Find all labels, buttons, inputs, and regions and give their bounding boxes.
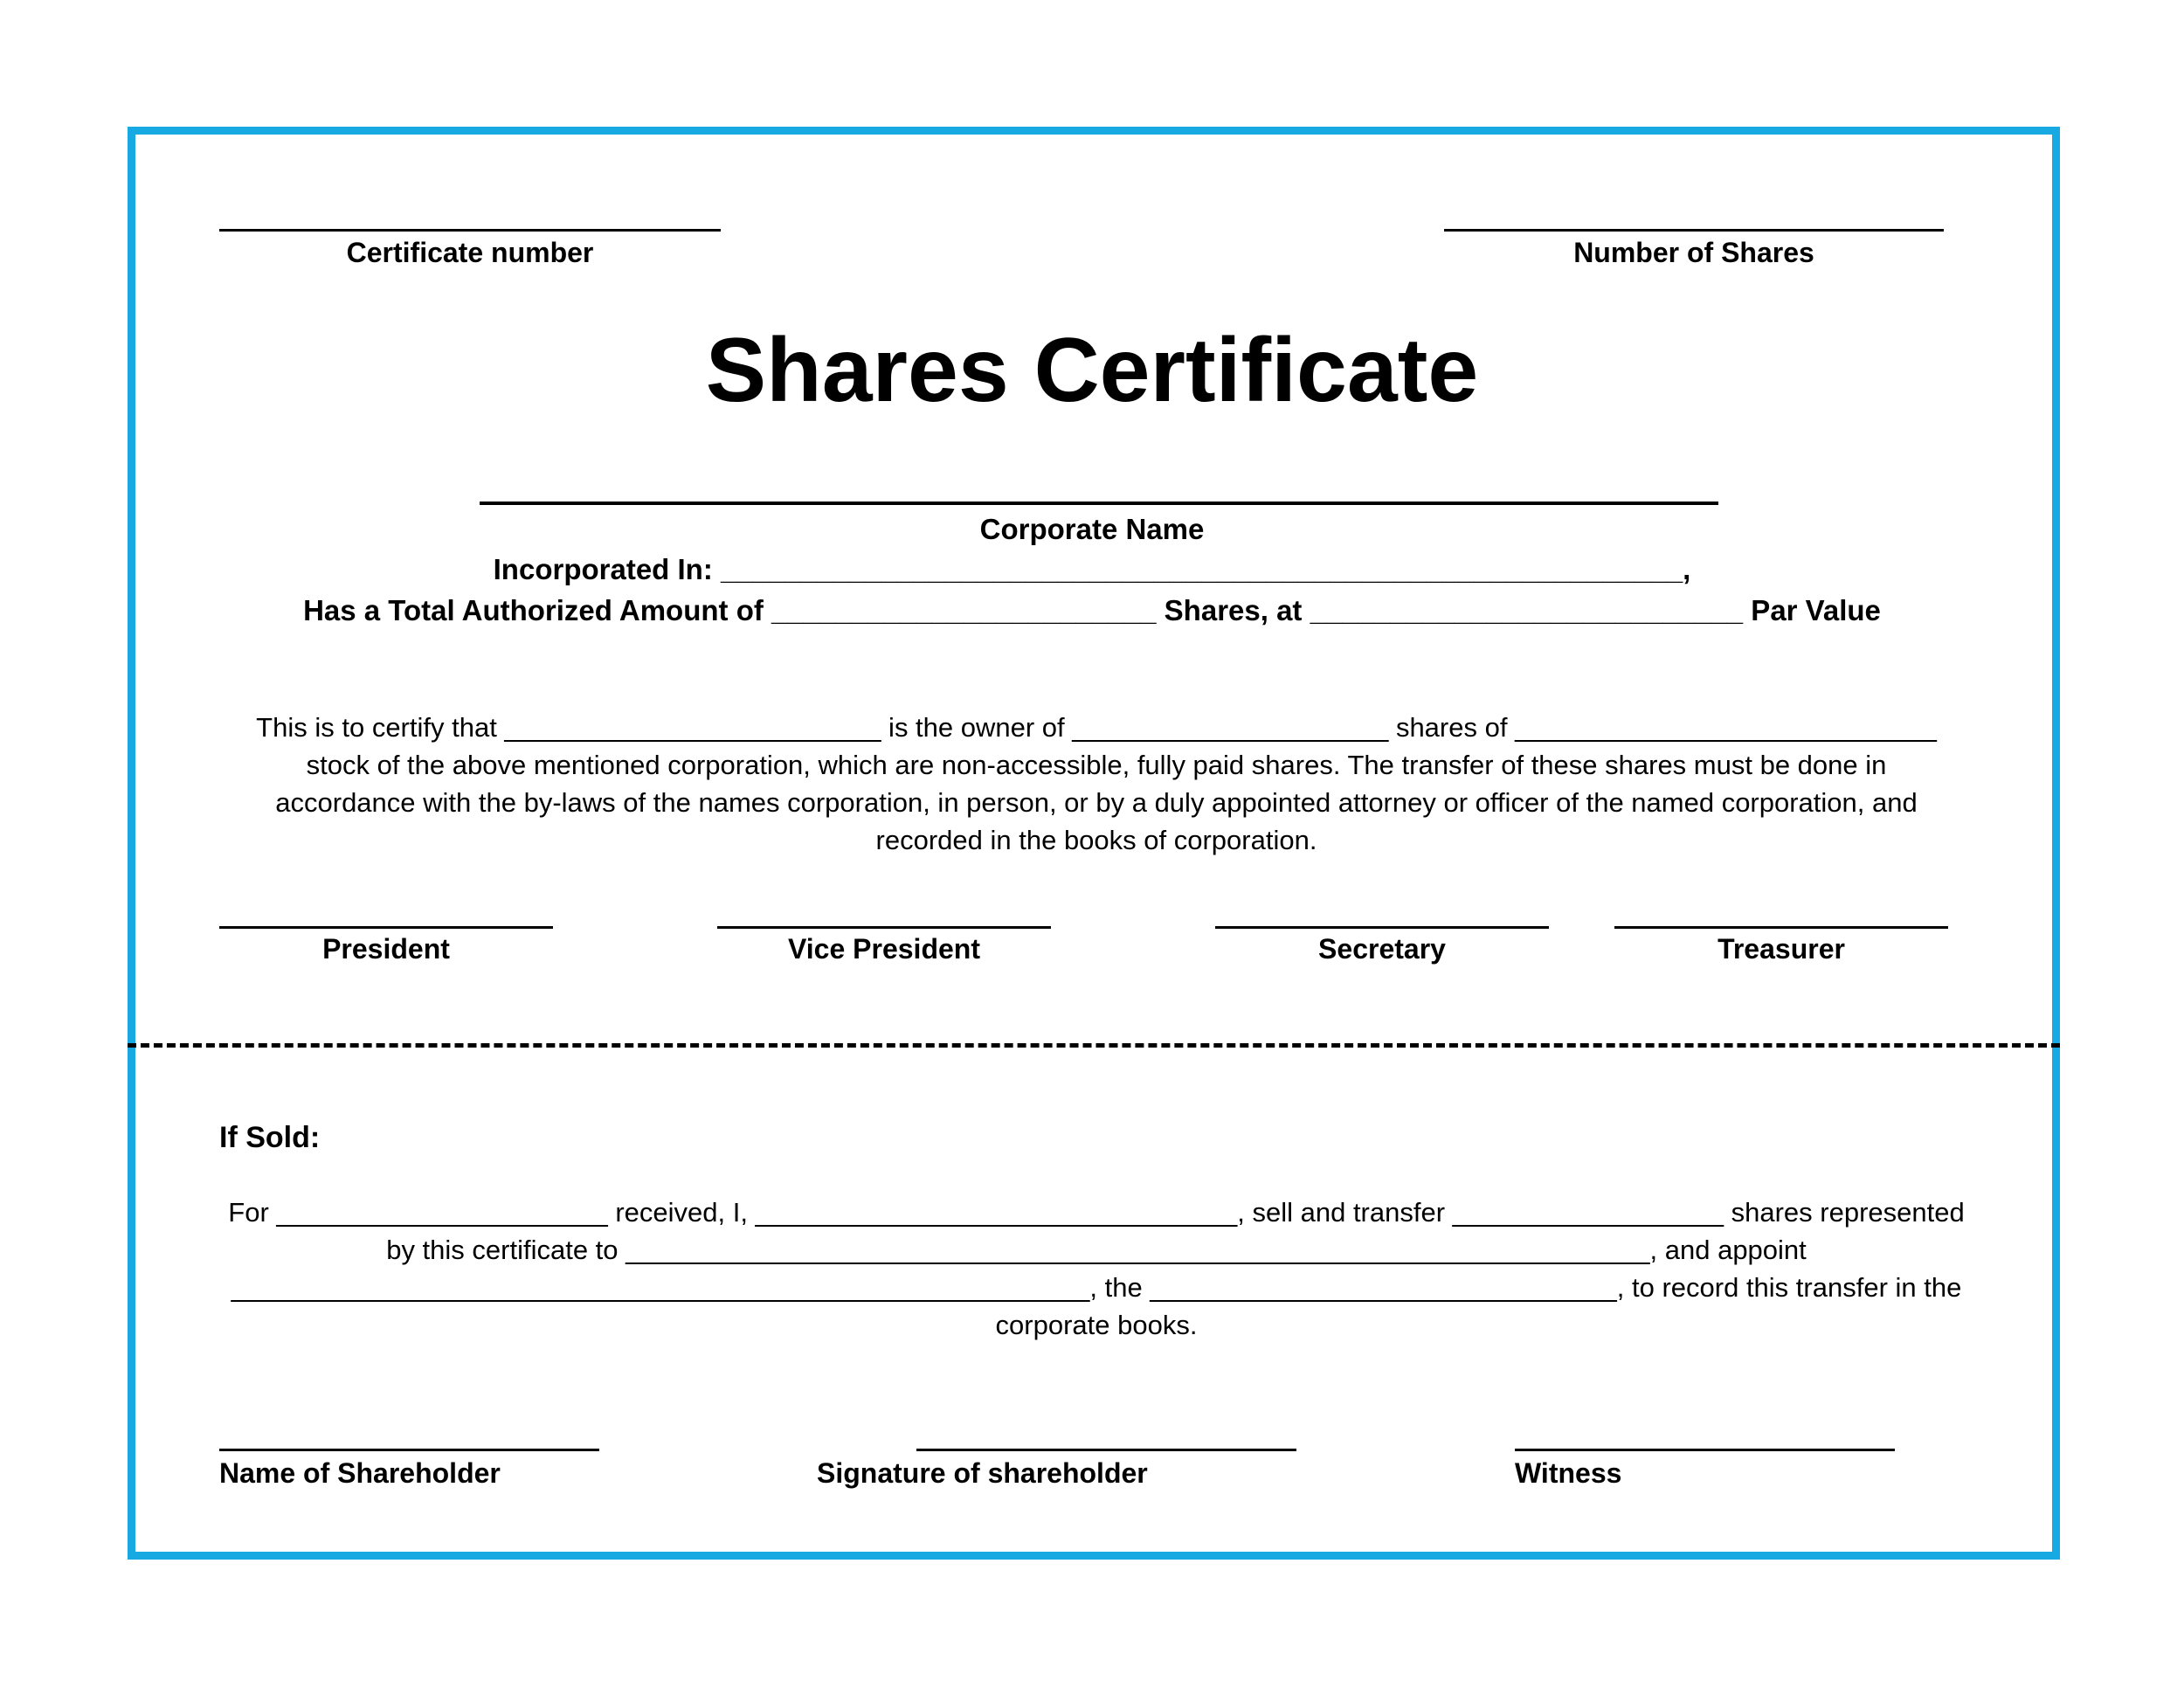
certificate-number-label: Certificate number <box>346 237 594 268</box>
number-of-shares-line[interactable] <box>1444 229 1944 232</box>
shareholder-name-line[interactable] <box>219 1449 599 1451</box>
authorized-amount-line <box>0 594 2184 627</box>
incorporated-in-comma: , <box>1683 553 1691 585</box>
authorized-amount-label: Has a Total Authorized Amount of <box>303 594 772 626</box>
treasurer-signature-line[interactable] <box>1614 926 1948 929</box>
certify-line-3: accordance with the by-laws of the names corporation, in person, or by a duly appointed attorney or officer of the named corporation, and <box>275 787 1918 818</box>
if-sold-heading: If Sold: <box>219 1121 321 1154</box>
if-sold-line-2: by this certificate to ____________________________________________________________________, and appoint <box>386 1235 1807 1265</box>
witness-signature-line[interactable] <box>1515 1449 1895 1451</box>
certify-line-4: recorded in the books of corporation. <box>875 825 1317 855</box>
incorporated-in-label: Incorporated In: <box>493 553 721 585</box>
if-sold-paragraph <box>218 1193 1974 1344</box>
secretary-label: Secretary <box>1318 933 1446 965</box>
vice-president-signature-line[interactable] <box>717 926 1051 929</box>
treasurer-label: Treasurer <box>1717 933 1845 965</box>
secretary-signature-line[interactable] <box>1215 926 1549 929</box>
shareholder-name-label: Name of Shareholder <box>219 1457 501 1489</box>
shareholder-signature-label: Signature of shareholder <box>817 1457 1148 1489</box>
corporate-name-label: Corporate Name <box>979 513 1205 545</box>
page-title: Shares Certificate <box>705 320 1479 421</box>
incorporated-in-blank[interactable]: ____________________________________________________________ <box>720 553 1683 585</box>
certify-line-1: This is to certify that _________________________ is the owner of _____________________ shares of ____________________________ <box>256 712 1937 743</box>
witness-label: Witness <box>1515 1457 1622 1489</box>
cut-divider <box>128 1043 2060 1048</box>
president-label: President <box>322 933 450 965</box>
certify-line-2: stock of the above mentioned corporation, which are non-accessible, fully paid shares. The transfer of these shares must be done in <box>306 750 1887 780</box>
president-signature-line[interactable] <box>219 926 553 929</box>
if-sold-line-3: _________________________________________________________, the _______________________________, to record this transfer in the <box>231 1272 1962 1303</box>
certify-paragraph <box>218 709 1974 859</box>
if-sold-line-1: For ______________________ received, I, ________________________________, sell and transfer __________________ shares represented <box>228 1197 1965 1228</box>
certificate-number-line[interactable] <box>219 229 721 232</box>
shares-at-label: Shares, at <box>1156 594 1310 626</box>
vice-president-label: Vice President <box>788 933 980 965</box>
incorporated-in-line <box>0 553 2184 586</box>
corporate-name-line[interactable] <box>480 502 1718 505</box>
par-value-label: Par Value <box>1743 594 1881 626</box>
shareholder-signature-line[interactable] <box>916 1449 1296 1451</box>
authorized-amount-blank[interactable]: ________________________ <box>771 594 1157 626</box>
if-sold-line-4: corporate books. <box>995 1310 1198 1340</box>
par-value-blank[interactable]: ___________________________ <box>1310 594 1744 626</box>
number-of-shares-label: Number of Shares <box>1573 237 1814 268</box>
